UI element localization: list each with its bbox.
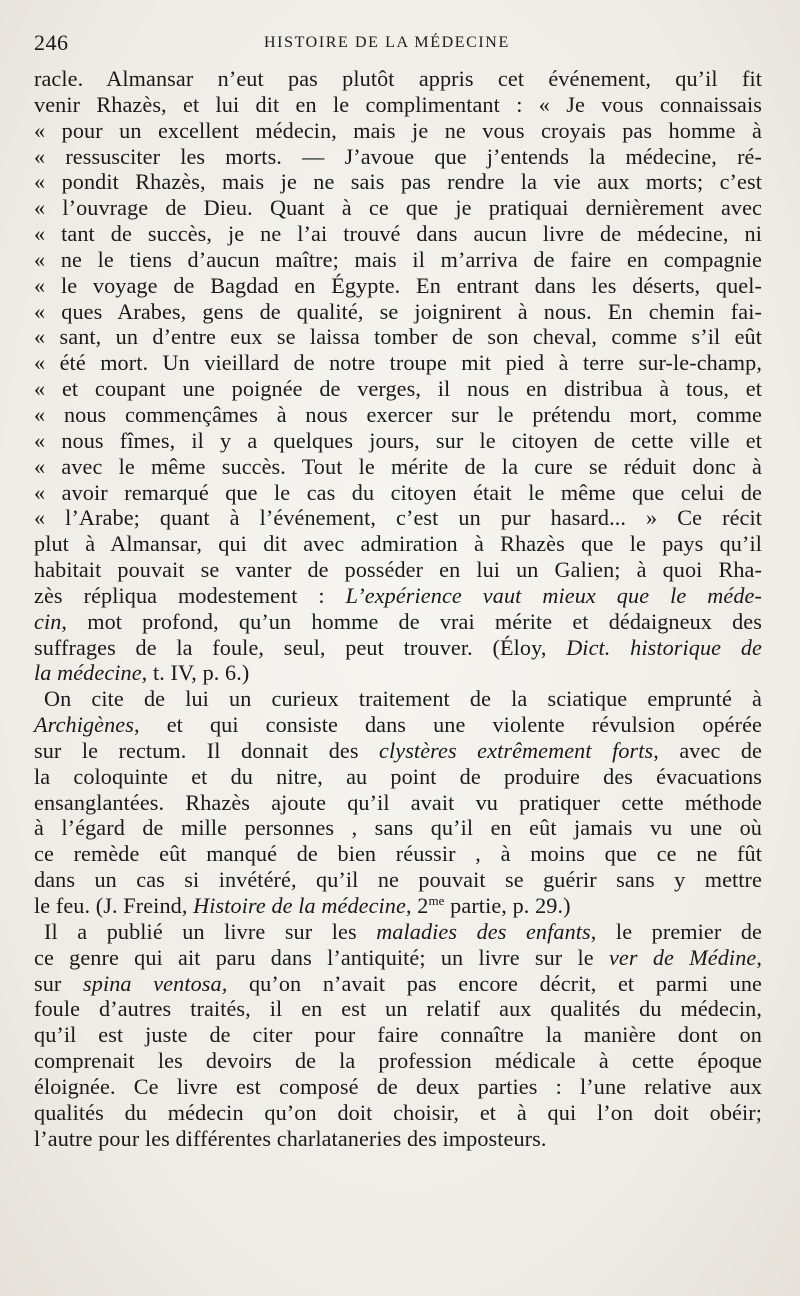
text-run: « le voyage de Bagdad en Égypte. En entrant dans les déserts, quel- <box>34 272 762 298</box>
text-run: « pondit Rhazès, mais je ne sais pas rendre la vie aux morts; c’est <box>34 169 762 195</box>
text-line <box>34 350 762 376</box>
text-line <box>34 221 762 247</box>
text-line <box>34 247 762 273</box>
italic-run: la médecine <box>34 660 142 686</box>
text-run: , avec de <box>653 737 762 763</box>
text-line <box>34 376 762 402</box>
text-run: suffrages de la foule, seul, peut trouver. (Éloy, <box>34 634 567 660</box>
text-run: racle. Almansar n’eut pas plutôt appris cet événement, qu’il fit <box>34 66 762 91</box>
text-line <box>34 635 762 661</box>
text-line <box>34 790 762 816</box>
text-run: « pour un excellent médecin, mais je ne vous croyais pas homme à <box>34 117 762 143</box>
text-line <box>34 712 762 738</box>
text-run: On cite de lui un curieux traitement de la sciatique emprunté à <box>44 686 762 712</box>
text-run: comprenait les devoirs de la profession médicale à cette époque <box>34 1048 762 1074</box>
text-run: , 2 <box>405 893 429 918</box>
text-line <box>34 505 762 531</box>
text-run: , mot profond, qu’un homme de vrai mérite et dédaigneux des <box>61 608 762 634</box>
text-line <box>34 815 762 841</box>
text-line <box>34 1022 762 1048</box>
text-run: Il a publié un livre sur les <box>44 918 377 944</box>
body-text <box>34 66 762 1151</box>
text-run: ce remède eût manqué de bien réussir , à moins que ce ne fût <box>34 841 762 867</box>
text-run: , <box>756 944 762 970</box>
text-line <box>34 454 762 480</box>
text-run: dans un cas si invétéré, qu’il ne pouvait se guérir sans y mettre <box>34 867 762 893</box>
text-line <box>34 583 762 609</box>
text-line <box>34 867 762 893</box>
text-run: plut à Almansar, qui dit avec admiration à Rhazès que le pays qu’il <box>34 531 762 557</box>
text-run: habitait pouvait se vanter de posséder en lui un Galien; à quoi Rha- <box>34 557 762 583</box>
text-line <box>34 1100 762 1126</box>
text-run: « l’Arabe; quant à l’événement, c’est un pur hasard... » Ce récit <box>34 505 762 531</box>
text-run: partie, p. 29.) <box>444 893 571 918</box>
text-line <box>34 660 762 686</box>
text-line <box>34 738 762 764</box>
text-run: venir Rhazès, et lui dit en le complimentant : « Je vous connaissais <box>34 91 762 117</box>
text-run: , t. IV, p. 6.) <box>141 660 250 686</box>
text-run: l’autre pour les différentes charlataneries des imposteurs. <box>34 1125 547 1151</box>
text-line <box>34 402 762 428</box>
italic-run: Dict. historique de <box>566 634 762 660</box>
superscript: me <box>428 893 445 908</box>
text-run: « tant de succès, je ne l’ai trouvé dans aucun livre de médecine, ni <box>34 221 762 247</box>
text-line <box>34 609 762 635</box>
running-head <box>34 30 766 60</box>
text-line <box>34 996 762 1022</box>
text-run: éloignée. Ce livre est composé de deux parties : l’une relative aux <box>34 1073 762 1099</box>
text-line <box>34 557 762 583</box>
text-line <box>34 273 762 299</box>
text-run: ce genre qui ait paru dans l’antiquité; un livre sur le <box>34 944 609 970</box>
text-run: « nous fîmes, il y a quelques jours, sur le citoyen de cette ville et <box>34 427 762 453</box>
text-line <box>34 1126 762 1152</box>
text-run: la coloquinte et du nitre, au point de produire des évacuations <box>34 763 762 789</box>
text-line <box>34 428 762 454</box>
text-line <box>34 1074 762 1100</box>
text-line <box>34 92 762 118</box>
text-line <box>34 195 762 221</box>
italic-run: maladies des enfants <box>376 918 591 944</box>
page-number: 246 <box>34 30 69 55</box>
text-line <box>34 1048 762 1074</box>
italic-run: clystères extrêmement forts <box>379 737 654 763</box>
italic-run: Archigènes <box>34 712 134 738</box>
text-run: « avoir remarqué que le cas du citoyen était le même que celui de <box>34 479 762 505</box>
text-run: sur le rectum. Il donnait des <box>34 737 380 763</box>
running-title: HISTOIRE DE LA MÉDECINE <box>264 34 510 51</box>
text-line <box>34 169 762 195</box>
text-run: qu’on n’avait pas encore décrit, et parmi une <box>227 970 762 996</box>
text-run: sur <box>34 970 84 996</box>
text-run: « sant, un d’entre eux se laissa tomber de son cheval, comme s’il eût <box>34 324 762 350</box>
text-run: « et coupant une poignée de verges, il nous en distribua à tous, et <box>34 376 762 402</box>
text-line <box>34 893 762 919</box>
text-line <box>34 531 762 557</box>
italic-run: Histoire de la médecine <box>193 893 406 918</box>
text-run: qualités du médecin qu’on doit choisir, et à qui l’on doit obéir; <box>34 1099 762 1125</box>
italic-run: L’expérience vaut mieux que le méde- <box>345 582 762 608</box>
text-line <box>34 686 762 712</box>
text-run: « avec le même succès. Tout le mérite de la cure se réduit donc à <box>34 453 762 479</box>
text-line <box>34 764 762 790</box>
text-line <box>34 66 762 92</box>
text-run: foule d’autres traités, il en est un relatif aux qualités du médecin, <box>34 996 762 1022</box>
text-line <box>34 945 762 971</box>
text-line <box>34 480 762 506</box>
text-line <box>34 118 762 144</box>
text-run: « nous commençâmes à nous exercer sur le prétendu mort, comme <box>34 401 762 427</box>
text-run: « été mort. Un vieillard de notre troupe mit pied à terre sur-le-champ, <box>34 350 762 376</box>
text-run: ensanglantées. Rhazès ajoute qu’il avait vu pratiquer cette méthode <box>34 789 762 815</box>
italic-run: spina ventosa, <box>83 970 228 996</box>
italic-run: ver de Médine <box>608 944 757 970</box>
text-run: , et qui consiste dans une violente révulsion opérée <box>134 712 762 738</box>
text-run: « ne le tiens d’aucun maître; mais il m’arriva de faire en compagnie <box>34 246 762 272</box>
text-run: « l’ouvrage de Dieu. Quant à ce que je pratiquai dernièrement avec <box>34 195 762 221</box>
text-run: , le premier de <box>590 918 762 944</box>
text-run: à l’égard de mille personnes , sans qu’il en eût jamais vu une où <box>34 815 762 841</box>
text-run: « ques Arabes, gens de qualité, se joignirent à nous. En chemin fai- <box>34 298 762 324</box>
text-line <box>34 299 762 325</box>
italic-run: cin <box>34 608 62 634</box>
text-line <box>34 144 762 170</box>
text-run: le feu. (J. Freind, <box>34 893 194 918</box>
text-run: zès répliqua modestement : <box>34 582 346 608</box>
text-run: qu’il est juste de citer pour faire connaître la manière dont on <box>34 1022 762 1048</box>
text-line <box>34 324 762 350</box>
text-line <box>34 919 762 945</box>
text-line <box>34 971 762 997</box>
text-run: « ressusciter les morts. — J’avoue que j’entends la médecine, ré- <box>34 143 762 169</box>
text-line <box>34 841 762 867</box>
